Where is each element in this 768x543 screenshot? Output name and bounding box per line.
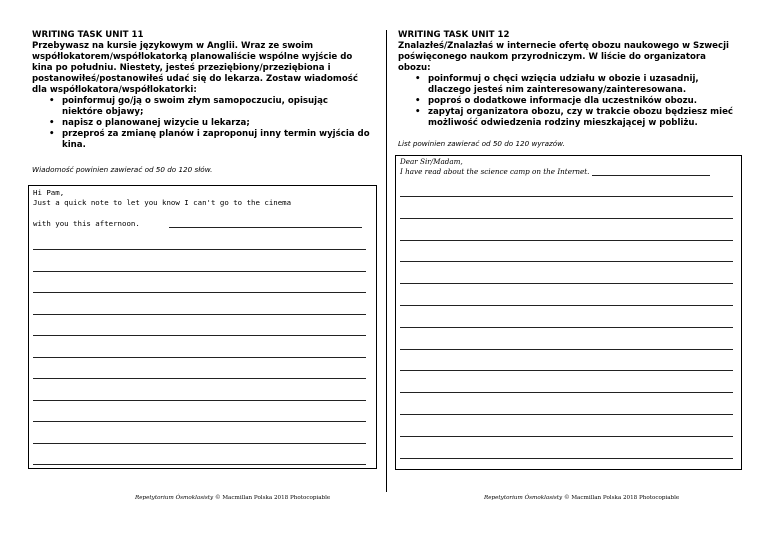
writing-line [400,349,733,350]
writing-line [400,218,733,219]
writing-line [33,400,366,401]
writing-line [33,335,366,336]
task-intro: Znalazłeś/Znalazłaś w internecie ofertę obozu naukowego w Szwecji poświęconego naukom przyrodniczym. W liście do organizatora obozu: [398,41,729,73]
task-unit-11 [32,30,370,174]
list-item: • poproś o dodatkowe informacje dla uczestników obozu. [428,96,738,107]
writing-line [400,240,733,241]
word-count-note: Wiadomość powinien zawierać od 50 do 120 słów. [32,165,213,174]
list-item: • przeproś za zmianę planów i zaproponuj inny termin wyjścia do kina. [62,129,370,151]
writing-line [400,261,733,262]
writing-line [400,196,733,197]
writing-line [400,414,733,415]
writing-line [400,283,733,284]
writing-line [400,392,733,393]
list-item: • poinformuj o chęci wzięcia udziału w obozie i uzasadnij, dlaczego jesteś nim zainteresowany/zainteresowana. [428,74,738,96]
list-item: • zapytaj organizatora obozu, czy w trakcie obozu będziesz mieć możliwość odwiedzenia rodziny mieszkającej w pobliżu. [428,107,738,129]
writing-line [400,436,733,437]
footer-left: Repetytorium Ósmoklasisty © Macmillan Polska 2018 Photocopiable [135,495,331,501]
writing-line [592,175,710,176]
writing-line [400,327,733,328]
writing-area-unit-12[interactable] [395,155,742,470]
writing-area-unit-11[interactable] [28,185,377,469]
task-bullet-list [32,96,370,151]
list-item: • poinformuj go/ją o swoim złym samopoczuciu, opisując niektóre objawy; [62,96,370,118]
list-item: • napisz o planowanej wizycie u lekarza; [62,118,370,129]
writing-line [33,378,366,379]
letter-line: with you this afternoon. [33,219,140,228]
task-title: WRITING TASK UNIT 12 [398,30,510,40]
column-divider [386,30,387,492]
writing-line [400,458,733,459]
writing-line [400,305,733,306]
word-count-note: List powinien zawierać od 50 do 120 wyrazów. [398,139,565,148]
writing-line [33,292,366,293]
letter-greeting: Dear Sir/Madam, [400,157,463,166]
letter-greeting: Hi Pam, [33,188,65,197]
writing-line [169,227,362,228]
task-title: WRITING TASK UNIT 11 [32,30,144,40]
writing-line [33,443,366,444]
letter-line: Just a quick note to let you know I can't go to the cinema [33,198,292,207]
task-unit-12 [398,30,738,148]
writing-line [400,370,733,371]
writing-line [33,421,366,422]
writing-line [33,464,366,465]
task-bullet-list [398,74,738,129]
footer-right: Repetytorium Ósmoklasisty © Macmillan Polska 2018 Photocopiable [484,495,680,501]
writing-line [33,314,366,315]
writing-line [33,271,366,272]
letter-line: I have read about the science camp on the Internet. [400,167,590,176]
writing-line [33,357,366,358]
writing-line [33,249,366,250]
task-intro: Przebywasz na kursie językowym w Anglii. Wraz ze swoim współlokatorem/współlokatorką planowaliście wspólne wyjście do kina po południu. Niestety, jesteś przeziębiony/przeziębiona i postanowiłeś/postanowiłeś udać się do lekarza. Zostaw wiadomość dla współlokatora/współlokatorki: [32,41,358,95]
